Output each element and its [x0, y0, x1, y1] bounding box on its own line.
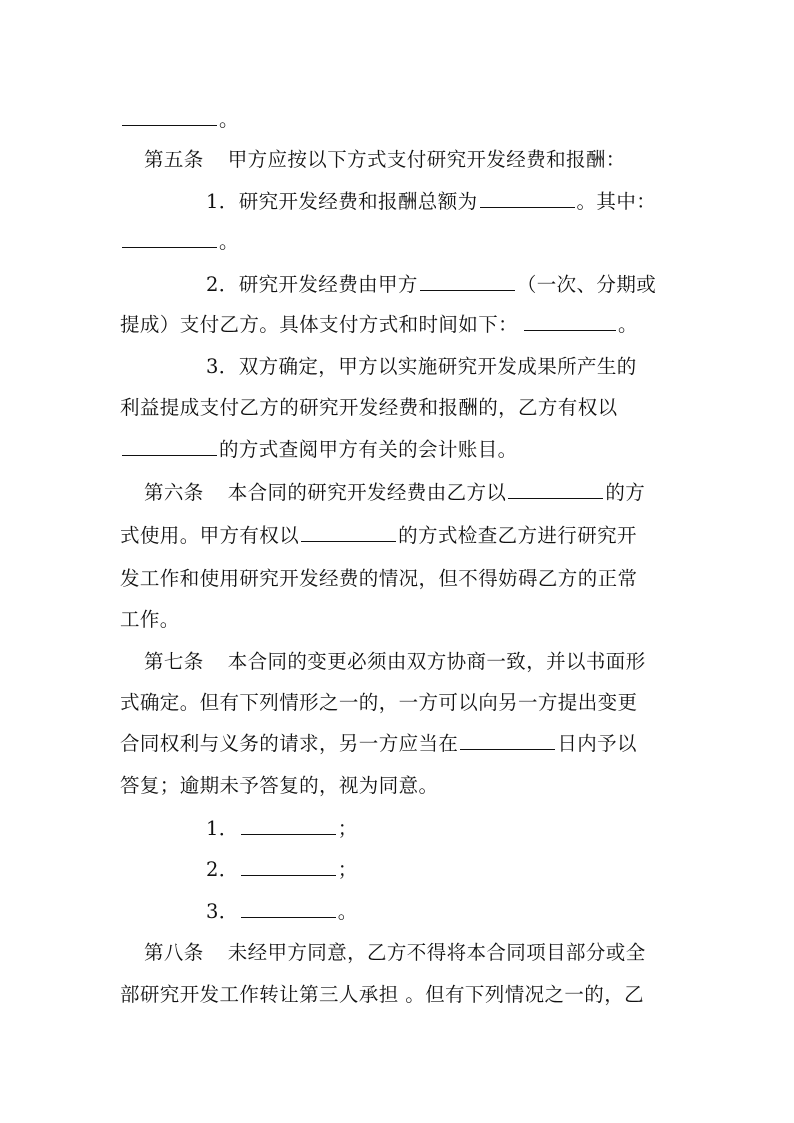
line-text: 。	[219, 108, 239, 131]
blank-field	[241, 895, 336, 918]
text-line	[120, 559, 637, 599]
line-text: 。	[337, 900, 358, 923]
text-line	[120, 766, 438, 806]
article-title: 第八条	[144, 941, 204, 964]
article-5-heading	[144, 140, 626, 180]
text-line	[120, 100, 239, 140]
list-item	[206, 265, 656, 305]
line-text: 式确定。但有下列情形之一的，一方可以向另一方提出变更	[120, 691, 638, 714]
article-text: 本合同的变更必须由双方协商一致，并以书面形	[227, 650, 646, 673]
blank-field	[122, 103, 217, 126]
line-text: （一次、分期或	[516, 273, 657, 296]
article-7-heading	[144, 642, 646, 682]
blank-field	[508, 476, 603, 499]
article-title: 第六条	[144, 481, 204, 504]
blank-field	[460, 727, 555, 750]
line-text: 。	[219, 230, 239, 253]
blank-field	[420, 268, 515, 291]
list-item	[206, 809, 358, 849]
line-text: 利益提成支付乙方的研究开发经费和报酬的，乙方有权以	[120, 396, 618, 419]
line-text: 3．	[206, 900, 239, 923]
line-text: 。其中：	[576, 190, 657, 213]
line-text: 的方式检查乙方进行研究开	[398, 524, 637, 547]
line-text: 提成）支付乙方。具体支付方式和时间如下：	[120, 313, 519, 336]
line-text: ；	[337, 858, 358, 881]
article-6-heading	[144, 473, 645, 513]
article-title: 第五条	[144, 148, 204, 171]
line-text: 1．	[206, 817, 239, 840]
blank-field	[480, 185, 575, 208]
text-line	[120, 222, 239, 262]
line-text: 2．	[206, 858, 239, 881]
text-line	[120, 516, 637, 556]
line-text: 1．研究开发经费和报酬总额为	[206, 190, 478, 213]
article-text: 未经甲方同意，乙方不得将本合同项目部分或全	[227, 941, 646, 964]
line-text: 的方式查阅甲方有关的会计账目。	[219, 438, 518, 461]
line-text: 的方	[605, 481, 646, 504]
line-text: ；	[337, 817, 358, 840]
article-text: 本合同的研究开发经费由乙方以	[227, 481, 507, 504]
text-line	[120, 683, 637, 723]
text-line	[120, 600, 180, 640]
blank-field	[241, 812, 336, 835]
list-item	[206, 850, 358, 890]
text-line	[120, 975, 644, 1015]
line-text: 答复；逾期未予答复的，视为同意。	[120, 774, 439, 797]
line-text: 发工作和使用研究开发经费的情况，但不得妨碍乙方的正常	[120, 567, 638, 590]
list-item	[206, 182, 656, 222]
line-text: 合同权利与义务的请求，另一方应当在	[120, 732, 459, 755]
line-text: 3．双方确定，甲方以实施研究开发成果所产生的	[206, 355, 637, 378]
article-title: 第七条	[144, 650, 204, 673]
line-text: 。	[618, 313, 638, 336]
line-text: 日内予以	[557, 732, 637, 755]
text-line	[120, 388, 618, 428]
line-text: 式使用。甲方有权以	[120, 524, 300, 547]
blank-field	[122, 225, 217, 248]
text-line	[120, 305, 638, 345]
list-item	[206, 347, 637, 387]
blank-field	[524, 308, 616, 331]
blank-field	[122, 433, 217, 456]
text-line	[120, 724, 637, 764]
blank-field	[301, 519, 396, 542]
blank-field	[241, 853, 336, 876]
list-item	[206, 892, 358, 932]
line-text: 部研究开发工作转让第三人承担 。但有下列情况之一的，乙	[120, 983, 644, 1006]
line-text: 2．研究开发经费由甲方	[206, 273, 418, 296]
article-8-heading	[144, 933, 646, 973]
text-line	[120, 430, 518, 470]
line-text: 工作。	[120, 608, 180, 631]
article-text: 甲方应按以下方式支付研究开发经费和报酬：	[227, 148, 626, 171]
